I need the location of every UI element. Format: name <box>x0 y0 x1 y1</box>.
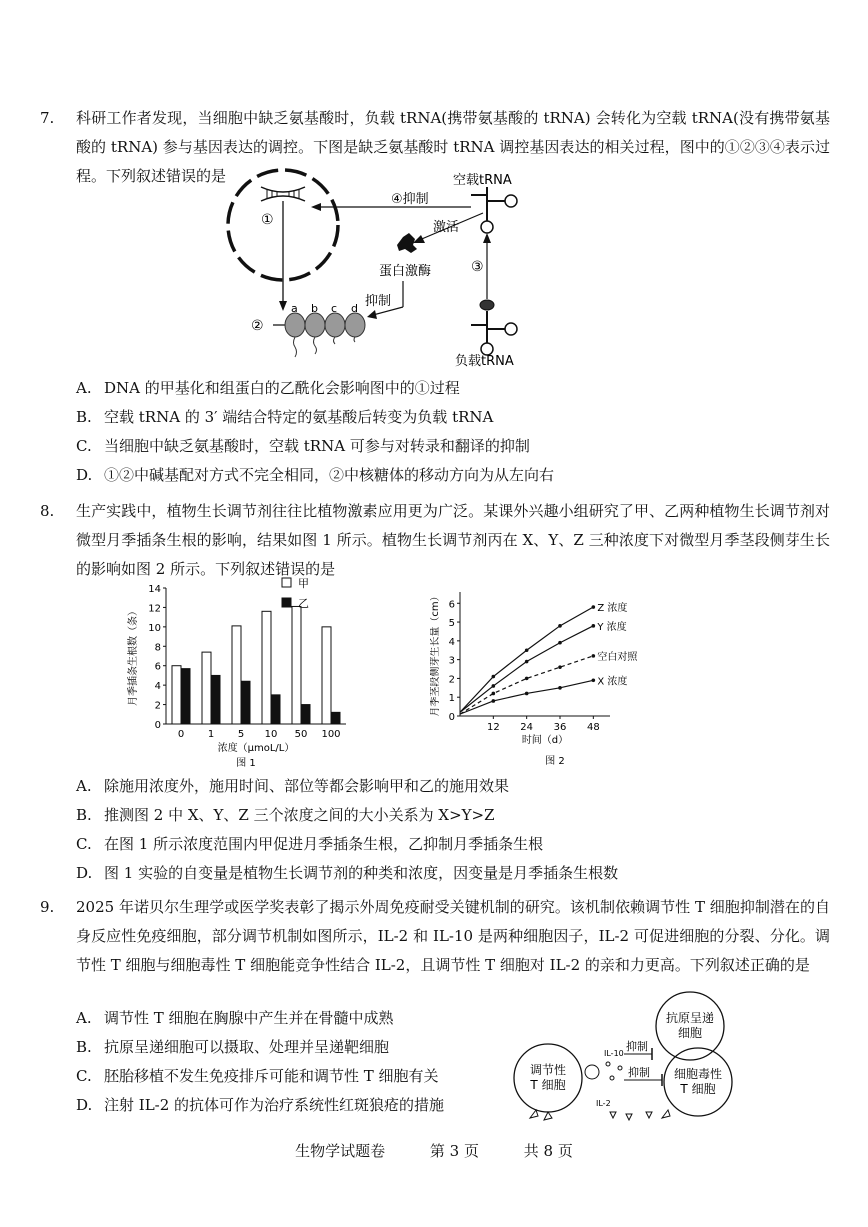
series-label: Z 浓度 <box>597 603 628 615</box>
y-tick-label: 10 <box>148 622 161 634</box>
figure-caption: 图 2 <box>545 756 565 767</box>
data-point <box>492 684 496 688</box>
bar-chart-figure-1 <box>124 576 359 771</box>
y-tick-label: 0 <box>448 712 455 723</box>
option-c[interactable]: C. 在图 1 所示浓度范围内甲促进月季插条生根，乙抑制月季插条生根 <box>76 835 544 853</box>
y-tick-label: 2 <box>154 700 161 712</box>
y-tick-label: 3 <box>448 655 455 667</box>
line-chart-figure-2 <box>430 586 655 772</box>
bar-乙 <box>301 705 310 724</box>
process-2-label: ② <box>251 318 264 334</box>
data-point <box>492 699 496 703</box>
loaded-trna-label: 负载tRNA <box>455 354 514 369</box>
bar-甲 <box>202 652 211 724</box>
y-tick-label: 12 <box>148 603 161 615</box>
x-tick-label: 36 <box>553 722 567 733</box>
bar-乙 <box>181 669 190 724</box>
dna-helix-icon <box>261 187 305 201</box>
option-c[interactable]: C. 当细胞中缺乏氨基酸时，空载 tRNA 可参与对转录和翻译的抑制 <box>76 437 530 455</box>
option-d[interactable]: D. 注射 IL-2 的抗体可作为治疗系统性红斑狼疮的措施 <box>76 1096 445 1114</box>
x-tick-label: 5 <box>237 729 245 740</box>
svg-text:细胞: 细胞 <box>677 1026 703 1040</box>
y-tick-label: 4 <box>154 681 161 693</box>
series-line <box>460 626 593 712</box>
question-9-options <box>76 1004 506 1120</box>
question-8-options <box>76 772 836 888</box>
svg-text:抗原呈递: 抗原呈递 <box>665 1011 715 1025</box>
x-axis-label: 浓度（μmoL/L） <box>217 743 295 754</box>
data-point <box>558 686 562 690</box>
data-point <box>592 654 596 658</box>
trna-regulation-diagram <box>225 165 555 370</box>
bar-甲 <box>172 666 181 724</box>
data-point <box>525 692 529 696</box>
option-b[interactable]: B. 抗原呈递细胞可以摄取、处理并呈递靶细胞 <box>76 1038 390 1056</box>
bar-乙 <box>211 675 220 724</box>
question-stem: 2025 年诺贝尔生理学或医学奖表彰了揭示外周免疫耐受关键机制的研究。该机制依赖调节性 T 细胞抑制潜在的自身反应性免疫细胞，部分调节机制如图所示，IL-2 和 IL-10 是两种细胞因子，IL-2 可促进细胞的分裂、分化。调节性 T 细胞与细胞毒性 T 细胞能竞争性结合 IL-2，且调节性 T 细胞对 IL-2 的亲和力更高。下列叙述正确的是 <box>76 898 830 974</box>
question-number: 7. <box>40 109 55 127</box>
page-footer <box>0 1140 868 1161</box>
bar-甲 <box>322 627 331 724</box>
bar-甲 <box>262 611 271 724</box>
data-point <box>558 624 562 628</box>
footer-total: 共 8 页 <box>523 1142 573 1160</box>
protein-kinase-label: 蛋白激酶 <box>379 264 432 279</box>
bar-甲 <box>232 626 241 724</box>
data-point <box>492 692 496 696</box>
x-tick-label: 1 <box>207 729 215 740</box>
x-tick-label: 48 <box>586 722 600 733</box>
legend-label: 乙 <box>298 597 309 610</box>
svg-text:a: a <box>291 302 298 315</box>
question-stem: 科研工作者发现，当细胞中缺乏氨基酸时，负载 tRNA(携带氨基酸的 tRNA) 会转化为空载 tRNA(没有携带氨基酸的 tRNA) 参与基因表达的调控。下图是缺乏氨基酸时 tRNA 调控基因表达的相关过程，图中的①②③④表示过程。下列叙述错误的是 <box>76 109 830 185</box>
option-d[interactable]: D. ①②中碱基配对方式不完全相同，②中核糖体的移动方向为从左向右 <box>76 466 555 484</box>
bar-乙 <box>271 695 280 724</box>
process-3-label: ③ <box>471 259 484 275</box>
legend-label: 甲 <box>298 577 309 590</box>
x-tick-label: 50 <box>294 729 308 740</box>
figure-caption: 图 1 <box>236 758 256 769</box>
svg-text:d: d <box>351 302 358 315</box>
svg-text:细胞毒性: 细胞毒性 <box>673 1067 723 1081</box>
data-point <box>558 641 562 645</box>
svg-text:T 细胞: T 细胞 <box>680 1082 716 1096</box>
x-tick-label: 100 <box>321 729 341 740</box>
series-label: Y 浓度 <box>597 621 627 633</box>
data-point <box>592 605 596 609</box>
loaded-trna-icon <box>471 300 517 355</box>
option-a[interactable]: A. 除施用浓度外，施用时间、部位等都会影响甲和乙的施用效果 <box>76 777 510 795</box>
series-label: 空白对照 <box>597 651 638 663</box>
immune-regulation-diagram <box>508 988 838 1123</box>
y-tick-label: 6 <box>448 599 455 611</box>
option-d[interactable]: D. 图 1 实验的自变量是植物生长调节剂的种类和浓度，因变量是月季插条生根数 <box>76 864 619 882</box>
il2-label: IL-2 <box>596 1099 611 1108</box>
inhibit-label: 抑制 <box>365 294 392 309</box>
option-b[interactable]: B. 推测图 2 中 X、Y、Z 三个浓度之间的大小关系为 X>Y>Z <box>76 806 495 824</box>
y-tick-label: 8 <box>154 642 161 654</box>
y-tick-label: 5 <box>448 618 455 630</box>
bar-乙 <box>241 681 250 724</box>
empty-trna-icon <box>471 187 517 233</box>
svg-text:c: c <box>331 302 338 315</box>
activate-label: 激活 <box>433 220 460 235</box>
question-7-options <box>76 374 836 490</box>
legend-swatch <box>282 598 291 607</box>
inhibit-apc-label: 抑制 <box>626 1040 648 1053</box>
option-a[interactable]: A. DNA 的甲基化和组蛋白的乙酰化会影响图中的①过程 <box>76 379 460 397</box>
x-tick-label: 12 <box>486 722 500 733</box>
y-axis-label: 月季茎段侧芽生长量（cm） <box>430 591 441 717</box>
legend-swatch <box>282 578 291 587</box>
data-point <box>592 679 596 683</box>
inhibit-ctl-label: 抑制 <box>628 1066 650 1079</box>
series-label: X 浓度 <box>597 676 628 688</box>
bar-乙 <box>331 712 340 724</box>
option-c[interactable]: C. 胚胎移植不发生免疫排斥可能和调节性 T 细胞有关 <box>76 1067 439 1085</box>
empty-trna-label: 空载tRNA <box>453 173 512 188</box>
il10-label: IL-10 <box>604 1049 624 1058</box>
data-point <box>592 624 596 628</box>
x-tick-label: 24 <box>520 722 534 733</box>
data-point <box>525 677 529 681</box>
x-tick-label: 0 <box>177 729 185 740</box>
bar-甲 <box>292 606 301 724</box>
y-tick-label: 0 <box>154 720 161 731</box>
data-point <box>492 675 496 679</box>
question-number: 9. <box>40 898 55 916</box>
process-1-label: ① <box>261 212 274 228</box>
data-point <box>525 648 529 652</box>
inhibit-4-label: ④抑制 <box>391 192 429 207</box>
question-stem: 生产实践中，植物生长调节剂往往比植物激素应用更为广泛。某课外兴趣小组研究了甲、乙两种植物生长调节剂对微型月季插条生根的影响，结果如图 1 所示。植物生长调节剂丙在 X、Y、Z 三种浓度下对微型月季茎段侧芽生长的影响如图 2 所示。下列叙述错误的是 <box>76 502 830 578</box>
y-tick-label: 2 <box>448 674 455 686</box>
x-tick-label: 10 <box>264 729 278 740</box>
svg-text:T 细胞: T 细胞 <box>530 1078 566 1092</box>
y-tick-label: 6 <box>154 661 161 673</box>
question-number: 8. <box>40 502 55 520</box>
y-tick-label: 1 <box>448 693 455 705</box>
y-tick-label: 14 <box>148 584 161 595</box>
question-9 <box>40 893 830 980</box>
data-point <box>525 660 529 664</box>
option-b[interactable]: B. 空载 tRNA 的 3′ 端结合特定的氨基酸后转变为负载 tRNA <box>76 408 494 426</box>
ribosome-icon <box>285 313 365 357</box>
y-tick-label: 4 <box>448 636 455 648</box>
y-axis-label: 月季插条生根数（条） <box>128 606 139 706</box>
footer-page: 第 3 页 <box>429 1142 479 1160</box>
svg-text:调节性: 调节性 <box>529 1063 567 1077</box>
data-point <box>558 665 562 669</box>
x-axis-label: 时间（d） <box>521 735 569 746</box>
option-a[interactable]: A. 调节性 T 细胞在胸腺中产生并在骨髓中成熟 <box>76 1009 394 1027</box>
svg-text:b: b <box>311 302 318 315</box>
footer-subject: 生物学试题卷 <box>295 1142 386 1160</box>
question-8 <box>40 497 830 584</box>
